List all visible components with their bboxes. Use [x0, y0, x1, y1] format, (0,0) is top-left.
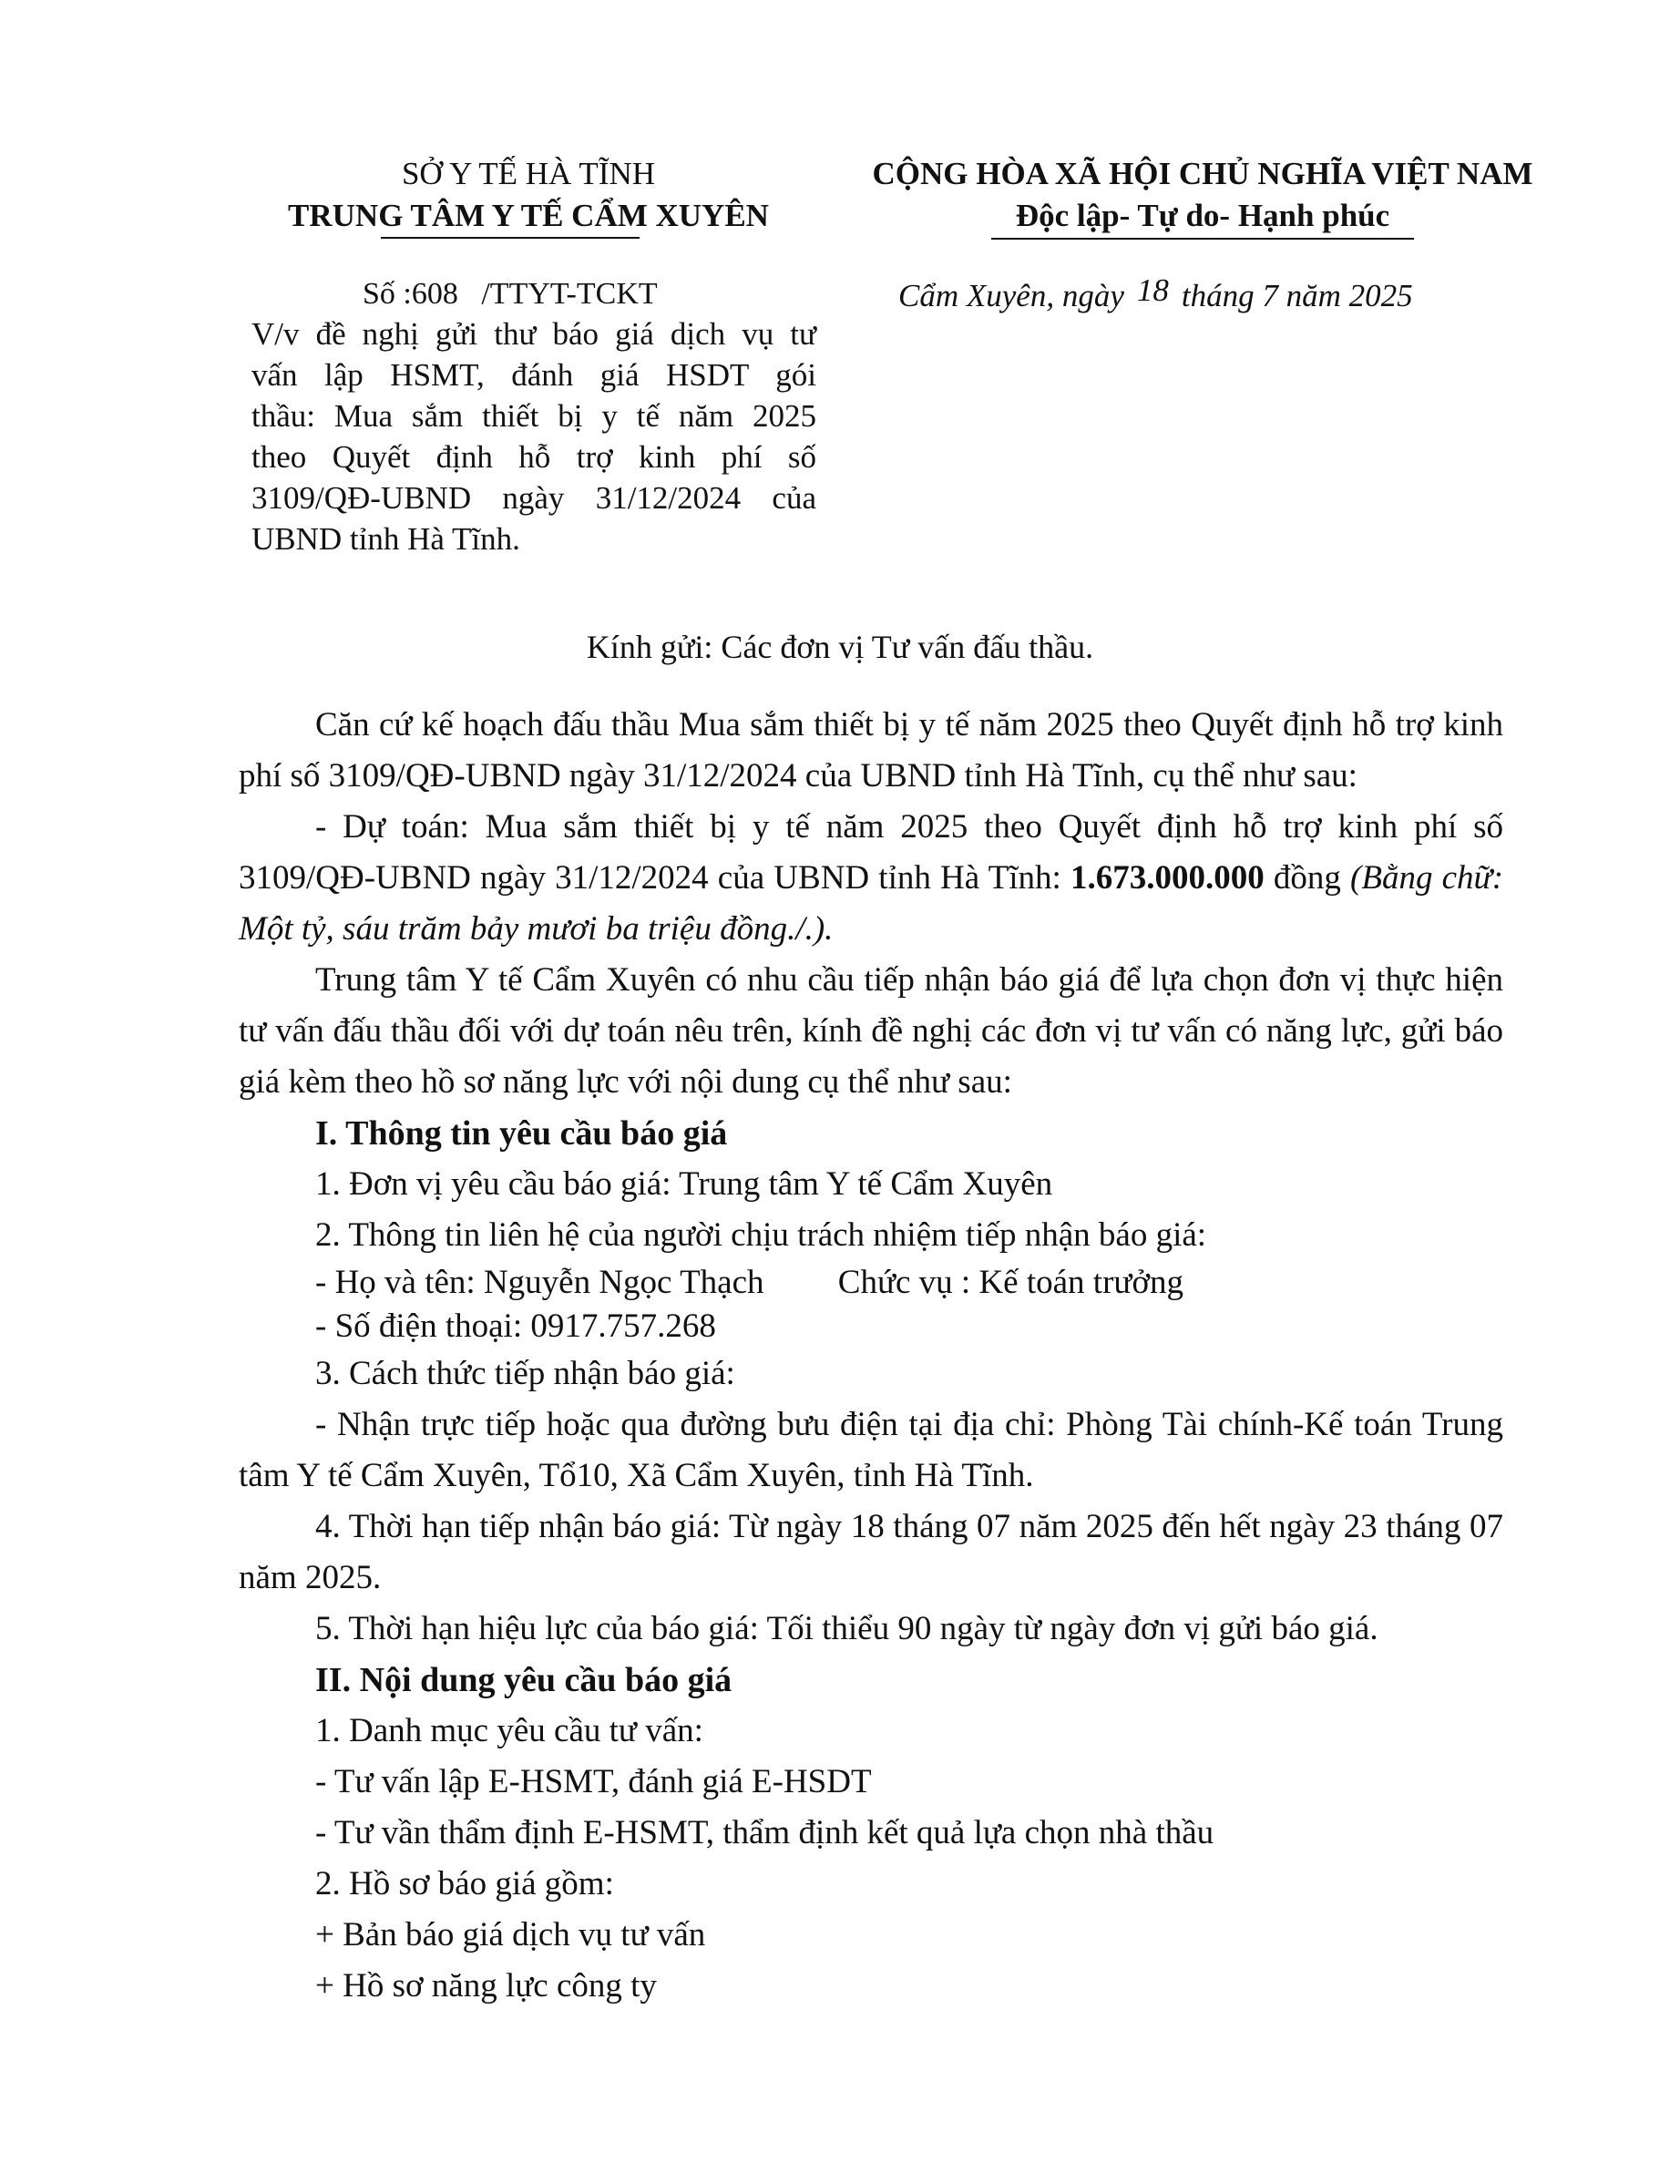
national-motto: Độc lập- Tự do- Hạnh phúc	[1015, 198, 1390, 233]
date-day: 18	[1136, 272, 1169, 308]
receipt-deadline: 4. Thời hạn tiếp nhận báo giá: Từ ngày 18 tháng 07 năm 2025 đến hết ngày 23 tháng 07 năm 2025.	[239, 1508, 1503, 1596]
document-number-suffix: /TTYT-TCKT	[481, 277, 658, 311]
issuer-header	[219, 153, 838, 237]
receipt-method-heading: 3. Cách thức tiếp nhận báo giá:	[315, 1355, 735, 1392]
parent-organization: SỞ Y TẾ HÀ TĨNH	[401, 156, 656, 191]
country-name: CỘNG HÒA XÃ HỘI CHỦ NGHĨA VIỆT NAM	[872, 156, 1533, 191]
requesting-unit: 1. Đơn vị yêu cầu báo giá: Trung tâm Y tế Cẩm Xuyên	[315, 1165, 1053, 1203]
contact-name-row	[239, 1261, 1503, 1305]
subject-line: thầu: Mua sắm thiết bị y tế năm 2025	[251, 398, 816, 434]
national-header	[829, 153, 1576, 237]
subject-line: 3109/QĐ-UBND ngày 31/12/2024 của	[251, 480, 816, 516]
consulting-item: - Tư vần thẩm định E-HSMT, thẩm định kết quả lựa chọn nhà thầu	[315, 1814, 1214, 1851]
estimate-amount: 1.673.000.000	[1070, 859, 1265, 897]
basis-paragraph: Căn cứ kế hoạch đấu thầu Mua sắm thiết bị y tế năm 2025 theo Quyết định hỗ trợ kinh phí số 3109/QĐ-UBND ngày 31/12/2024 của UBND tỉnh Hà Tĩnh, cụ thể như sau:	[239, 706, 1503, 795]
motto-underline	[991, 238, 1414, 240]
contact-name: - Họ và tên: Nguyễn Ngọc Thạch	[315, 1264, 764, 1301]
dossier-item: + Bản báo giá dịch vụ tư vấn	[315, 1916, 706, 1953]
document-number-prefix: Số :608	[363, 277, 458, 311]
contact-position: Chức vụ : Kế toán trưởng	[837, 1264, 1184, 1301]
receipt-method-detail: - Nhận trực tiếp hoặc qua đường bưu điện tại địa chỉ: Phòng Tài chính-Kế toán Trung tâm Y tế Cẩm Xuyên, Tổ10, Xã Cẩm Xuyên, tỉnh Hà Tĩnh.	[239, 1406, 1503, 1494]
section-1-title: I. Thông tin yêu cầu báo giá	[315, 1114, 728, 1153]
subject-line: theo Quyết định hỗ trợ kinh phí số	[251, 439, 816, 475]
consulting-list-heading: 1. Danh mục yêu cầu tư vấn:	[315, 1712, 703, 1749]
contact-info-heading: 2. Thông tin liên hệ của người chịu trách nhiệm tiếp nhận báo giá:	[315, 1216, 1207, 1254]
estimate-words: (Bằng chữ: Một tỷ, sáu trăm bảy mươi ba triệu đồng./.).	[239, 859, 1504, 948]
quote-dossier-heading: 2. Hồ sơ báo giá gồm:	[315, 1865, 614, 1902]
consulting-item: - Tư vấn lập E-HSMT, đánh giá E-HSDT	[315, 1763, 872, 1800]
subject-line: V/v đề nghị gửi thư báo giá dịch vụ tư	[251, 316, 816, 352]
recipient-line: Kính gửi: Các đơn vị Tư vấn đấu thầu.	[586, 629, 1094, 665]
subject-summary	[251, 313, 816, 559]
organization-underline	[381, 237, 640, 239]
date-prefix: Cẩm Xuyên, ngày	[898, 278, 1124, 313]
document-number	[363, 273, 658, 315]
subject-line: UBND tỉnh Hà Tĩnh.	[251, 521, 520, 557]
dossier-item: + Hồ sơ năng lực công ty	[315, 1967, 657, 2005]
estimate-unit: đồng	[1273, 859, 1341, 897]
letter-body	[239, 700, 1503, 2012]
estimate-text: - Dự toán: Mua sắm thiết bị y tế năm 2025 theo Quyết định hỗ trợ kinh phí số 3109/QĐ-UBND ngày 31/12/2024 của UBND tỉnh Hà Tĩnh:	[239, 808, 1503, 897]
organization-name: TRUNG TÂM Y TẾ CẨM XUYÊN	[288, 198, 769, 233]
issue-date	[898, 272, 1413, 317]
subject-line: vấn lập HSMT, đánh giá HSDT gói	[251, 357, 816, 393]
request-paragraph: Trung tâm Y tế Cẩm Xuyên có nhu cầu tiếp nhận báo giá để lựa chọn đơn vị thực hiện tư vấn đấu thầu đối với dự toán nêu trên, kính đề nghị các đơn vị tư vấn có năng lực, gửi báo giá kèm theo hồ sơ năng lực với nội dung cụ thể như sau:	[239, 961, 1503, 1101]
estimate-paragraph	[239, 802, 1503, 955]
date-suffix: tháng 7 năm 2025	[1181, 278, 1413, 313]
quote-validity: 5. Thời hạn hiệu lực của báo giá: Tối thiểu 90 ngày từ ngày đơn vị gửi báo giá.	[315, 1610, 1378, 1647]
section-2-title: II. Nội dung yêu cầu báo giá	[315, 1661, 732, 1699]
contact-phone: - Số điện thoại: 0917.757.268	[315, 1307, 716, 1345]
